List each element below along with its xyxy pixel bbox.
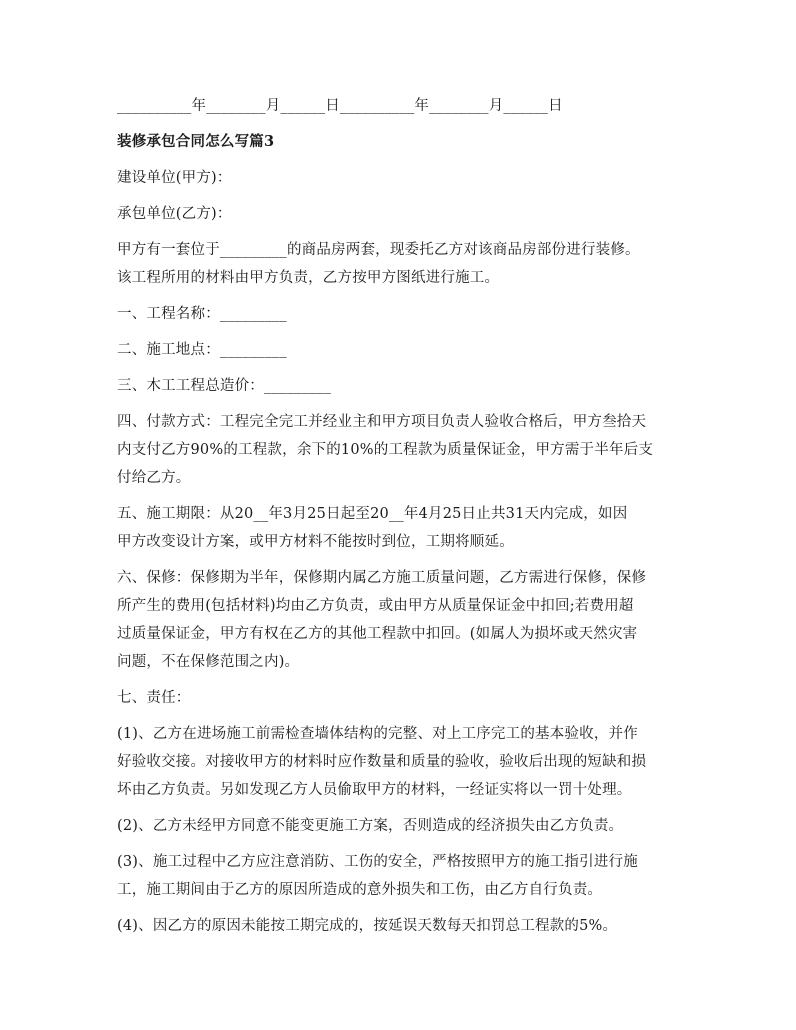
responsibility-3-line: (3)、施工过程中乙方应注意消防、工伤的安全，严格按照甲方的施工指引进行施 [117,854,638,870]
project-name-item: 一、工程名称：_________ [117,306,287,322]
total-cost-item: 三、木工工程总造价：_________ [117,378,332,394]
party-b-line: 承包单位(乙方)： [117,206,232,222]
warranty-line: 六、保修：保修期为半年，保修期内属乙方施工质量问题，乙方需进行保修，保修 [117,570,647,586]
responsibility-1-line: 好验收交接。对接收甲方的材料时应作数量和质量的验收，验收后出现的短缺和损 [117,754,647,770]
schedule-line: 五、施工期限：从20__年3月25日起至20__年4月25日止共31天内完成，如因 [117,506,628,522]
intro-line: 甲方有一套位于_________的商品房两套，现委托乙方对该商品房部份进行装修。 [117,242,640,258]
responsibility-2-line: (2)、乙方未经甲方同意不能变更施工方案，否则造成的经济损失由乙方负责。 [117,818,624,834]
responsibility-3-line: 工，施工期间由于乙方的原因所造成的意外损失和工伤，由乙方自行负责。 [117,882,603,898]
schedule-line: 甲方改变设计方案，或甲方材料不能按时到位，工期将顺延。 [117,534,514,550]
warranty-line: 过质量保证金，甲方有权在乙方的其他工程款中扣回。(如属人为损坏或天然灾害 [117,626,638,642]
payment-terms-line: 四、付款方式：工程完全完工并经业主和甲方项目负责人验收合格后，甲方叁拾天 [117,414,647,430]
payment-terms-line: 付给乙方。 [117,470,191,486]
intro-line: 该工程所用的材料由甲方负责，乙方按甲方图纸进行施工。 [117,270,500,286]
responsibility-1-line: 坏由乙方负责。另如发现乙方人员偷取甲方的材料，一经证实将以一罚十处理。 [117,782,632,798]
payment-terms-line: 内支付乙方90%的工程款，余下的10%的工程款为质量保证金，甲方需于半年后支 [117,442,654,458]
warranty-line: 问题，不在保修范围之内)。 [117,654,300,670]
party-a-line: 建设单位(甲方)： [117,170,232,186]
responsibility-4-line: (4)、因乙方的原因未能按工期完成的，按延误天数每天扣罚总工程款的5%。 [117,918,618,934]
responsibility-heading: 七、责任： [117,690,191,706]
date-line: __________年________月______日__________年________月______日 [117,98,563,114]
document-page [117,92,689,940]
section-title: 装修承包合同怎么写篇3 [117,133,275,150]
responsibility-1-line: (1)、乙方在进场施工前需检查墙体结构的完整、对上工序完工的基本验收，并作 [117,726,638,742]
warranty-line: 所产生的费用(包括材料)均由乙方负责，或由甲方从质量保证金中扣回;若费用超 [117,598,634,614]
site-location-item: 二、施工地点：_________ [117,342,287,358]
